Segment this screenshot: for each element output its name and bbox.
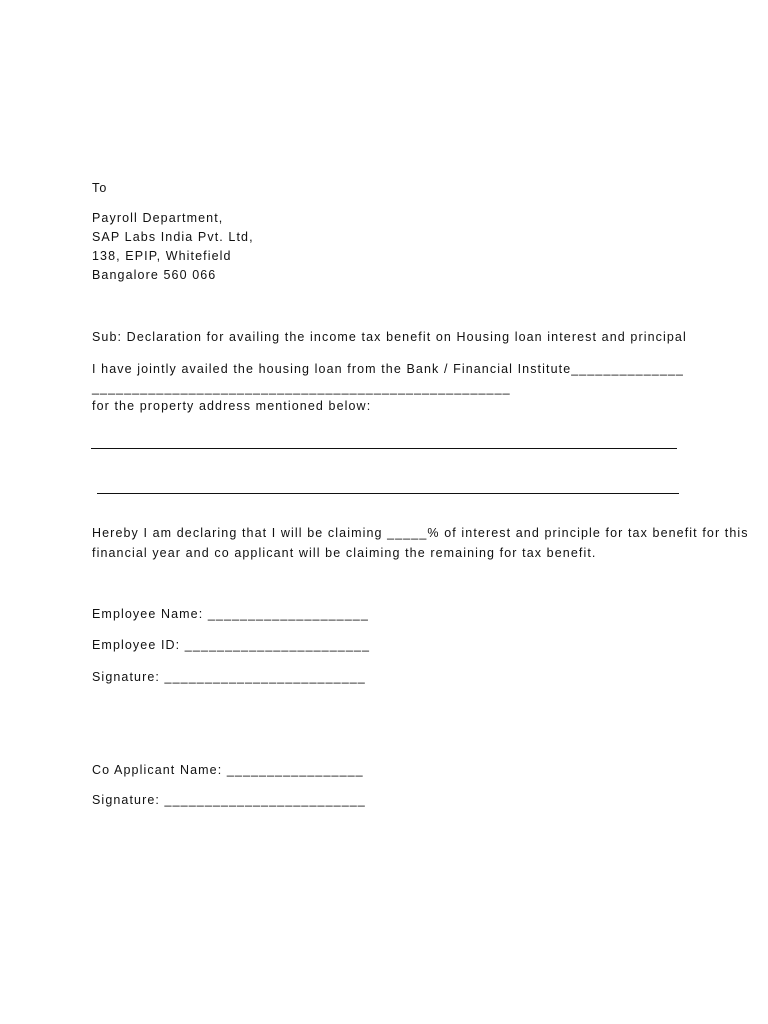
body-text: I have jointly availed the housing loan from the Bank / Financial Institute______________ xyxy=(92,362,684,376)
address-line: 138, EPIP, Whitefield xyxy=(92,249,232,263)
property-address-line xyxy=(91,448,677,449)
salutation: To xyxy=(92,181,108,195)
subject-line: Sub: Declaration for availing the income tax benefit on Housing loan interest and principal xyxy=(92,330,687,344)
co-applicant-signature-field: Signature: _________________________ xyxy=(92,793,366,807)
body-text: for the property address mentioned below: xyxy=(92,399,372,413)
employee-id-field: Employee ID: _______________________ xyxy=(92,638,370,652)
declaration-text: Hereby I am declaring that I will be claiming _____% of interest and principle for tax benefit for this xyxy=(92,526,749,540)
body-text: ____________________________________________________ xyxy=(92,381,511,395)
employee-signature-field: Signature: _________________________ xyxy=(92,670,366,684)
address-line: Bangalore 560 066 xyxy=(92,268,217,282)
declaration-text: financial year and co applicant will be claiming the remaining for tax benefit. xyxy=(92,546,597,560)
address-line: SAP Labs India Pvt. Ltd, xyxy=(92,230,254,244)
property-address-line xyxy=(97,493,679,494)
employee-name-field: Employee Name: ____________________ xyxy=(92,607,369,621)
co-applicant-name-field: Co Applicant Name: _________________ xyxy=(92,763,364,777)
address-line: Payroll Department, xyxy=(92,211,224,225)
